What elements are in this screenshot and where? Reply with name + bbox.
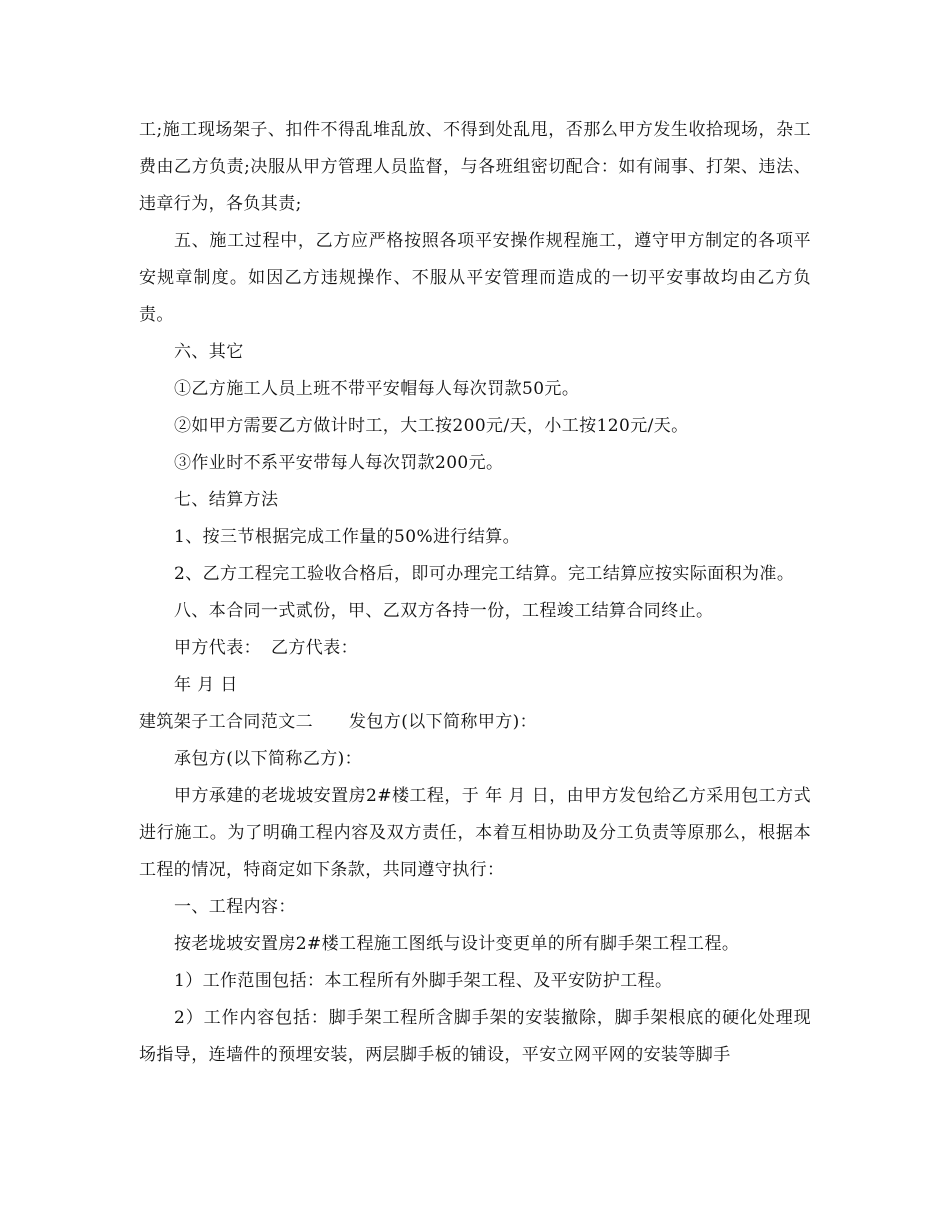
- paragraph-site-rules: 工;施工现场架子、扣件不得乱堆乱放、不得到处乱甩，否那么甲方发生收拾现场，杂工费由乙方负责;决服从甲方管理人员监督，与各班组密切配合：如有闹事、打架、违法、违章行为，各负其责;: [139, 120, 811, 214]
- date-line: 年 月 日: [174, 675, 238, 695]
- document-body: [139, 112, 811, 1074]
- paragraph-section-8: 八、本合同一式贰份，甲、乙双方各持一份，工程竣工结算合同终止。: [174, 601, 714, 621]
- second-contract-title-line: [139, 704, 811, 741]
- party-b-representative: 乙方代表：: [271, 638, 358, 658]
- clause-work-content: 2）工作内容包括：脚手架工程所含脚手架的安装撤除，脚手架根底的硬化处理现场指导，连墙件的预埋安装，两层脚手板的铺设，平安立网平网的安装等脚手: [139, 1008, 811, 1065]
- clause-settlement-2: 2、乙方工程完工验收合格后，即可办理完工结算。完工结算应按实际面积为准。: [174, 564, 795, 584]
- contracting-party-a: 发包方(以下简称甲方)：: [349, 712, 538, 732]
- paragraph-section-5: 五、施工过程中，乙方应严格按照各项平安操作规程施工，遵守甲方制定的各项平安规章制度。如因乙方违规操作、不服从平安管理而造成的一切平安事故均由乙方负责。: [139, 231, 811, 325]
- clause-settlement-1: 1、按三节根据完成工作量的50%进行结算。: [174, 527, 521, 547]
- heading-section-6: 六、其它: [174, 342, 244, 362]
- clause-hourly-work: ②如甲方需要乙方做计时工，大工按200元/天，小工按120元/天。: [174, 416, 689, 436]
- party-a-representative: 甲方代表：: [174, 638, 261, 658]
- heading-section-7: 七、结算方法: [174, 490, 279, 510]
- contracting-party-b: 承包方(以下简称乙方)：: [174, 749, 363, 769]
- clause-work-range: 1）工作范围包括：本工程所有外脚手架工程、及平安防护工程。: [174, 971, 673, 991]
- second-contract-title: 建筑架子工合同范文二: [139, 712, 313, 732]
- clause-belt-fine: ③作业时不系平安带每人每次罚款200元。: [174, 453, 504, 473]
- paragraph-project-scope: 按老垅坡安置房2#楼工程施工图纸与设计变更单的所有脚手架工程工程。: [174, 934, 740, 954]
- paragraph-contract-intro: 甲方承建的老垅坡安置房2#楼工程，于 年 月 日，由甲方发包给乙方采用包工方式进行施工。为了明确工程内容及双方责任，本着互相协助及分工负责等原那么，根据本工程的情况，特商定如下条款，共同遵守执行：: [139, 786, 811, 880]
- clause-helmet-fine: ①乙方施工人员上班不带平安帽每人每次罚款50元。: [174, 379, 580, 399]
- signature-line: [139, 630, 811, 667]
- heading-project-content: 一、工程内容：: [174, 897, 296, 917]
